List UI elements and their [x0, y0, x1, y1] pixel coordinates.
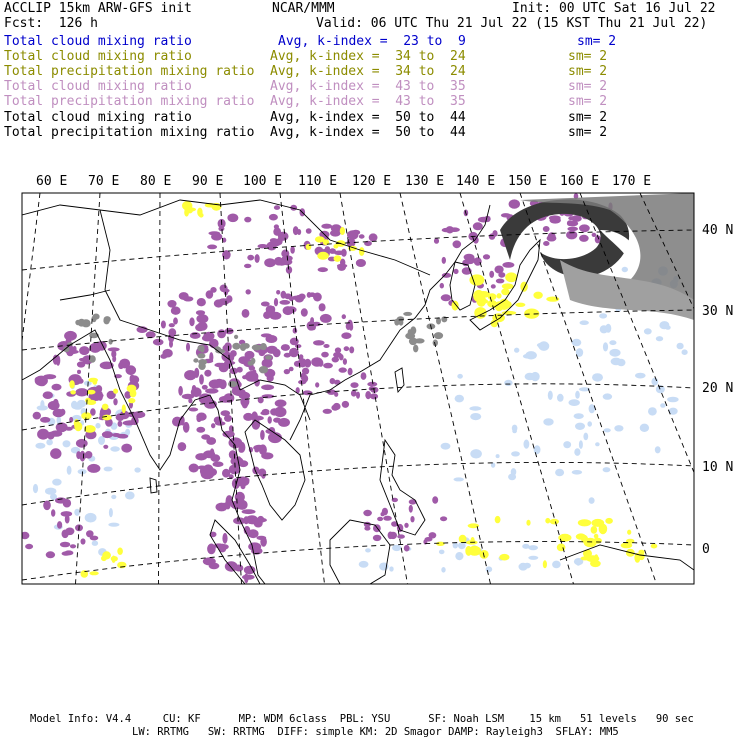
model-info: Model Info: V4.4 CU: KF MP: WDM 6class PBL: YSU SF: Noah LSM 15 km 51 levels 90 sec: [30, 713, 694, 725]
physics-info: LW: RRTMG SW: RRTMG DIFF: simple KM: 2D Smagor DAMP: Rayleigh3 SFLAY: MM5: [132, 726, 619, 738]
coastline: [150, 478, 157, 493]
latitude-label: 0: [702, 542, 710, 557]
longitude-label: 140 E: [456, 174, 496, 189]
coastline: [60, 290, 110, 300]
forecast-hour: Fcst: 126 h: [4, 16, 98, 31]
legend-field-name: Total cloud mixing ratio: [4, 109, 192, 125]
latitude-label: 10 N: [702, 460, 734, 475]
longitude-label: 110 E: [298, 174, 338, 189]
coastline: [560, 545, 694, 570]
mid-cloud-patch: [557, 538, 645, 561]
longitude-label: 130 E: [405, 174, 445, 189]
cyclone-cloud-band: [500, 193, 694, 320]
legend-smoothing: sm= 2: [568, 109, 608, 125]
legend-smoothing: sm= 2: [568, 94, 608, 110]
upper-cloud-patch: [20, 497, 98, 558]
latitude-label: 30 N: [702, 304, 734, 319]
legend-smoothing: sm= 2: [568, 79, 608, 95]
legend-field-name: Total cloud mixing ratio: [4, 79, 192, 95]
meridian-line: [159, 193, 161, 584]
latitude-label: 20 N: [702, 381, 734, 396]
longitude-label: 160 E: [560, 174, 600, 189]
legend-smoothing: sm= 2: [577, 34, 617, 49]
coastline: [330, 520, 390, 584]
meridian-line: [0, 193, 40, 584]
legend-k-index: Avg, k-index = 23 to 9: [278, 34, 466, 49]
longitude-label: 150 E: [508, 174, 548, 189]
legend-k-index: Avg, k-index = 43 to 35: [270, 79, 466, 95]
model-title: ACCLIP 15km ARW-GFS init: [4, 1, 192, 16]
legend-k-index: Avg, k-index = 34 to 24: [270, 64, 466, 80]
legend-field-name: Total cloud mixing ratio: [4, 34, 192, 49]
legend-field-name: Total cloud mixing ratio: [4, 49, 192, 65]
latitude-label: 40 N: [702, 223, 734, 238]
parallel-line: [22, 310, 694, 350]
legend-smoothing: sm= 2: [568, 49, 608, 65]
legend-k-index: Avg, k-index = 43 to 35: [270, 94, 466, 110]
latitude-labels: [702, 223, 733, 557]
legend-field-name: Total precipitation mixing ratio: [4, 124, 255, 140]
cloud-fields: [20, 193, 694, 583]
longitude-label: 100 E: [243, 174, 283, 189]
valid-time: Valid: 06 UTC Thu 21 Jul 22 (15 KST Thu 21 Jul 22): [316, 16, 708, 31]
init-time: Init: 00 UTC Sat 16 Jul 22: [512, 1, 716, 16]
legend-smoothing: sm= 2: [568, 64, 608, 80]
legend-k-index: Avg, k-index = 50 to 44: [270, 124, 466, 140]
longitude-labels: [36, 174, 651, 189]
legend-smoothing: sm= 2: [568, 124, 608, 140]
upper-cloud-patch: [284, 346, 379, 414]
longitude-label: 90 E: [192, 174, 224, 189]
longitude-label: 60 E: [36, 174, 68, 189]
legend-field-name: Total precipitation mixing ratio: [4, 64, 255, 80]
coastline: [395, 368, 404, 392]
longitude-label: 80 E: [140, 174, 172, 189]
legend-field-name: Total precipitation mixing ratio: [4, 94, 255, 110]
longitude-label: 170 E: [612, 174, 652, 189]
legend-k-index: Avg, k-index = 50 to 44: [270, 109, 466, 125]
low-cloud-patch: [441, 339, 679, 504]
organization: NCAR/MMM: [272, 1, 335, 16]
longitude-label: 120 E: [352, 174, 392, 189]
legend-k-index: Avg, k-index = 34 to 24: [270, 49, 466, 65]
upper-cloud-patch: [207, 205, 377, 274]
longitude-label: 70 E: [88, 174, 120, 189]
mid-cloud-patch: [182, 201, 221, 218]
